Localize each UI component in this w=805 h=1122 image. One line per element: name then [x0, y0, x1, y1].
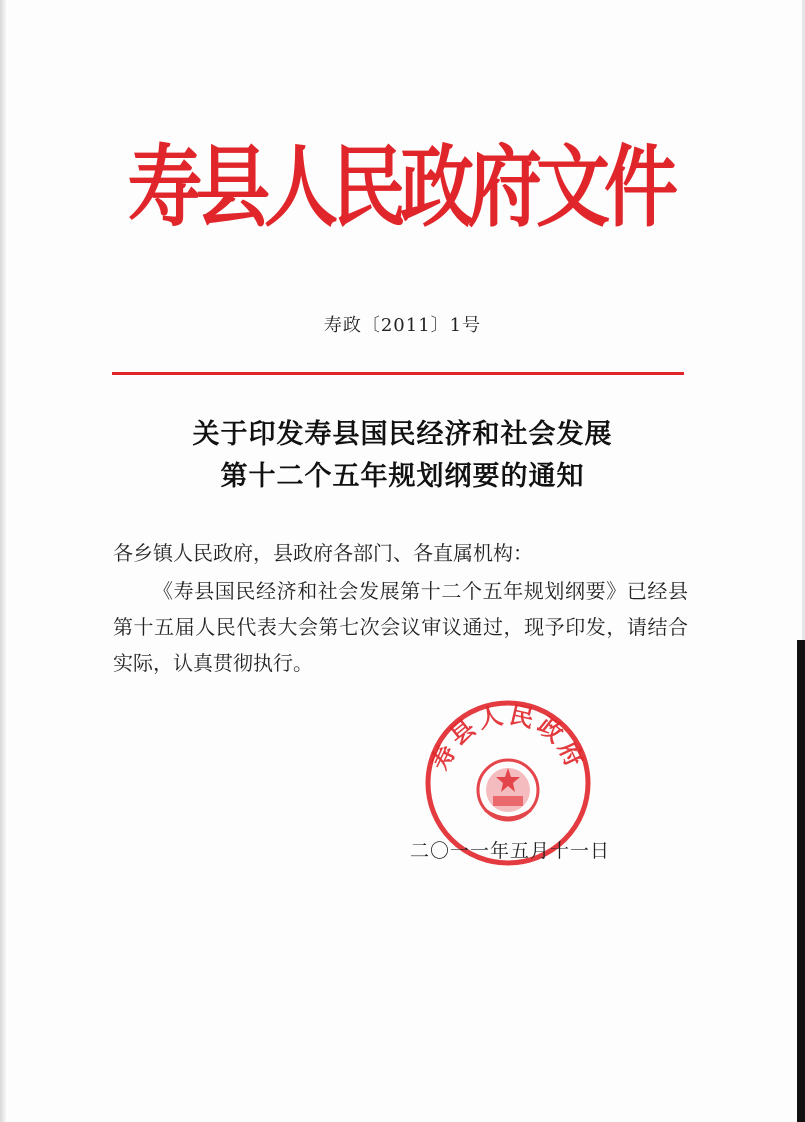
document-number: 寿政〔2011〕1号	[323, 315, 482, 336]
scan-edge-left	[0, 0, 6, 1122]
title-line-2: 第十二个五年规划纲要的通知	[220, 461, 585, 492]
body-paragraph: 《寿县国民经济和社会发展第十二个五年规划纲要》已经县第十五届人民代表大会第七次会议审议通过，现予印发，请结合实际，认真贯彻执行。	[113, 579, 688, 675]
document-date: 二〇一一年五月十一日	[410, 840, 611, 862]
seal-text: 寿县人民政府	[425, 699, 591, 775]
red-divider-line	[112, 372, 684, 375]
svg-text:寿县人民政府	[425, 700, 591, 775]
document-title	[0, 414, 805, 498]
addressee-line: 各乡镇人民政府，县政府各部门、各直属机构：	[113, 541, 533, 565]
national-emblem-icon	[478, 760, 538, 820]
title-line-1: 关于印发寿县国民经济和社会发展	[192, 419, 613, 450]
scan-edge-right	[797, 640, 805, 1122]
document-masthead: 寿县人民政府文件	[128, 136, 672, 240]
